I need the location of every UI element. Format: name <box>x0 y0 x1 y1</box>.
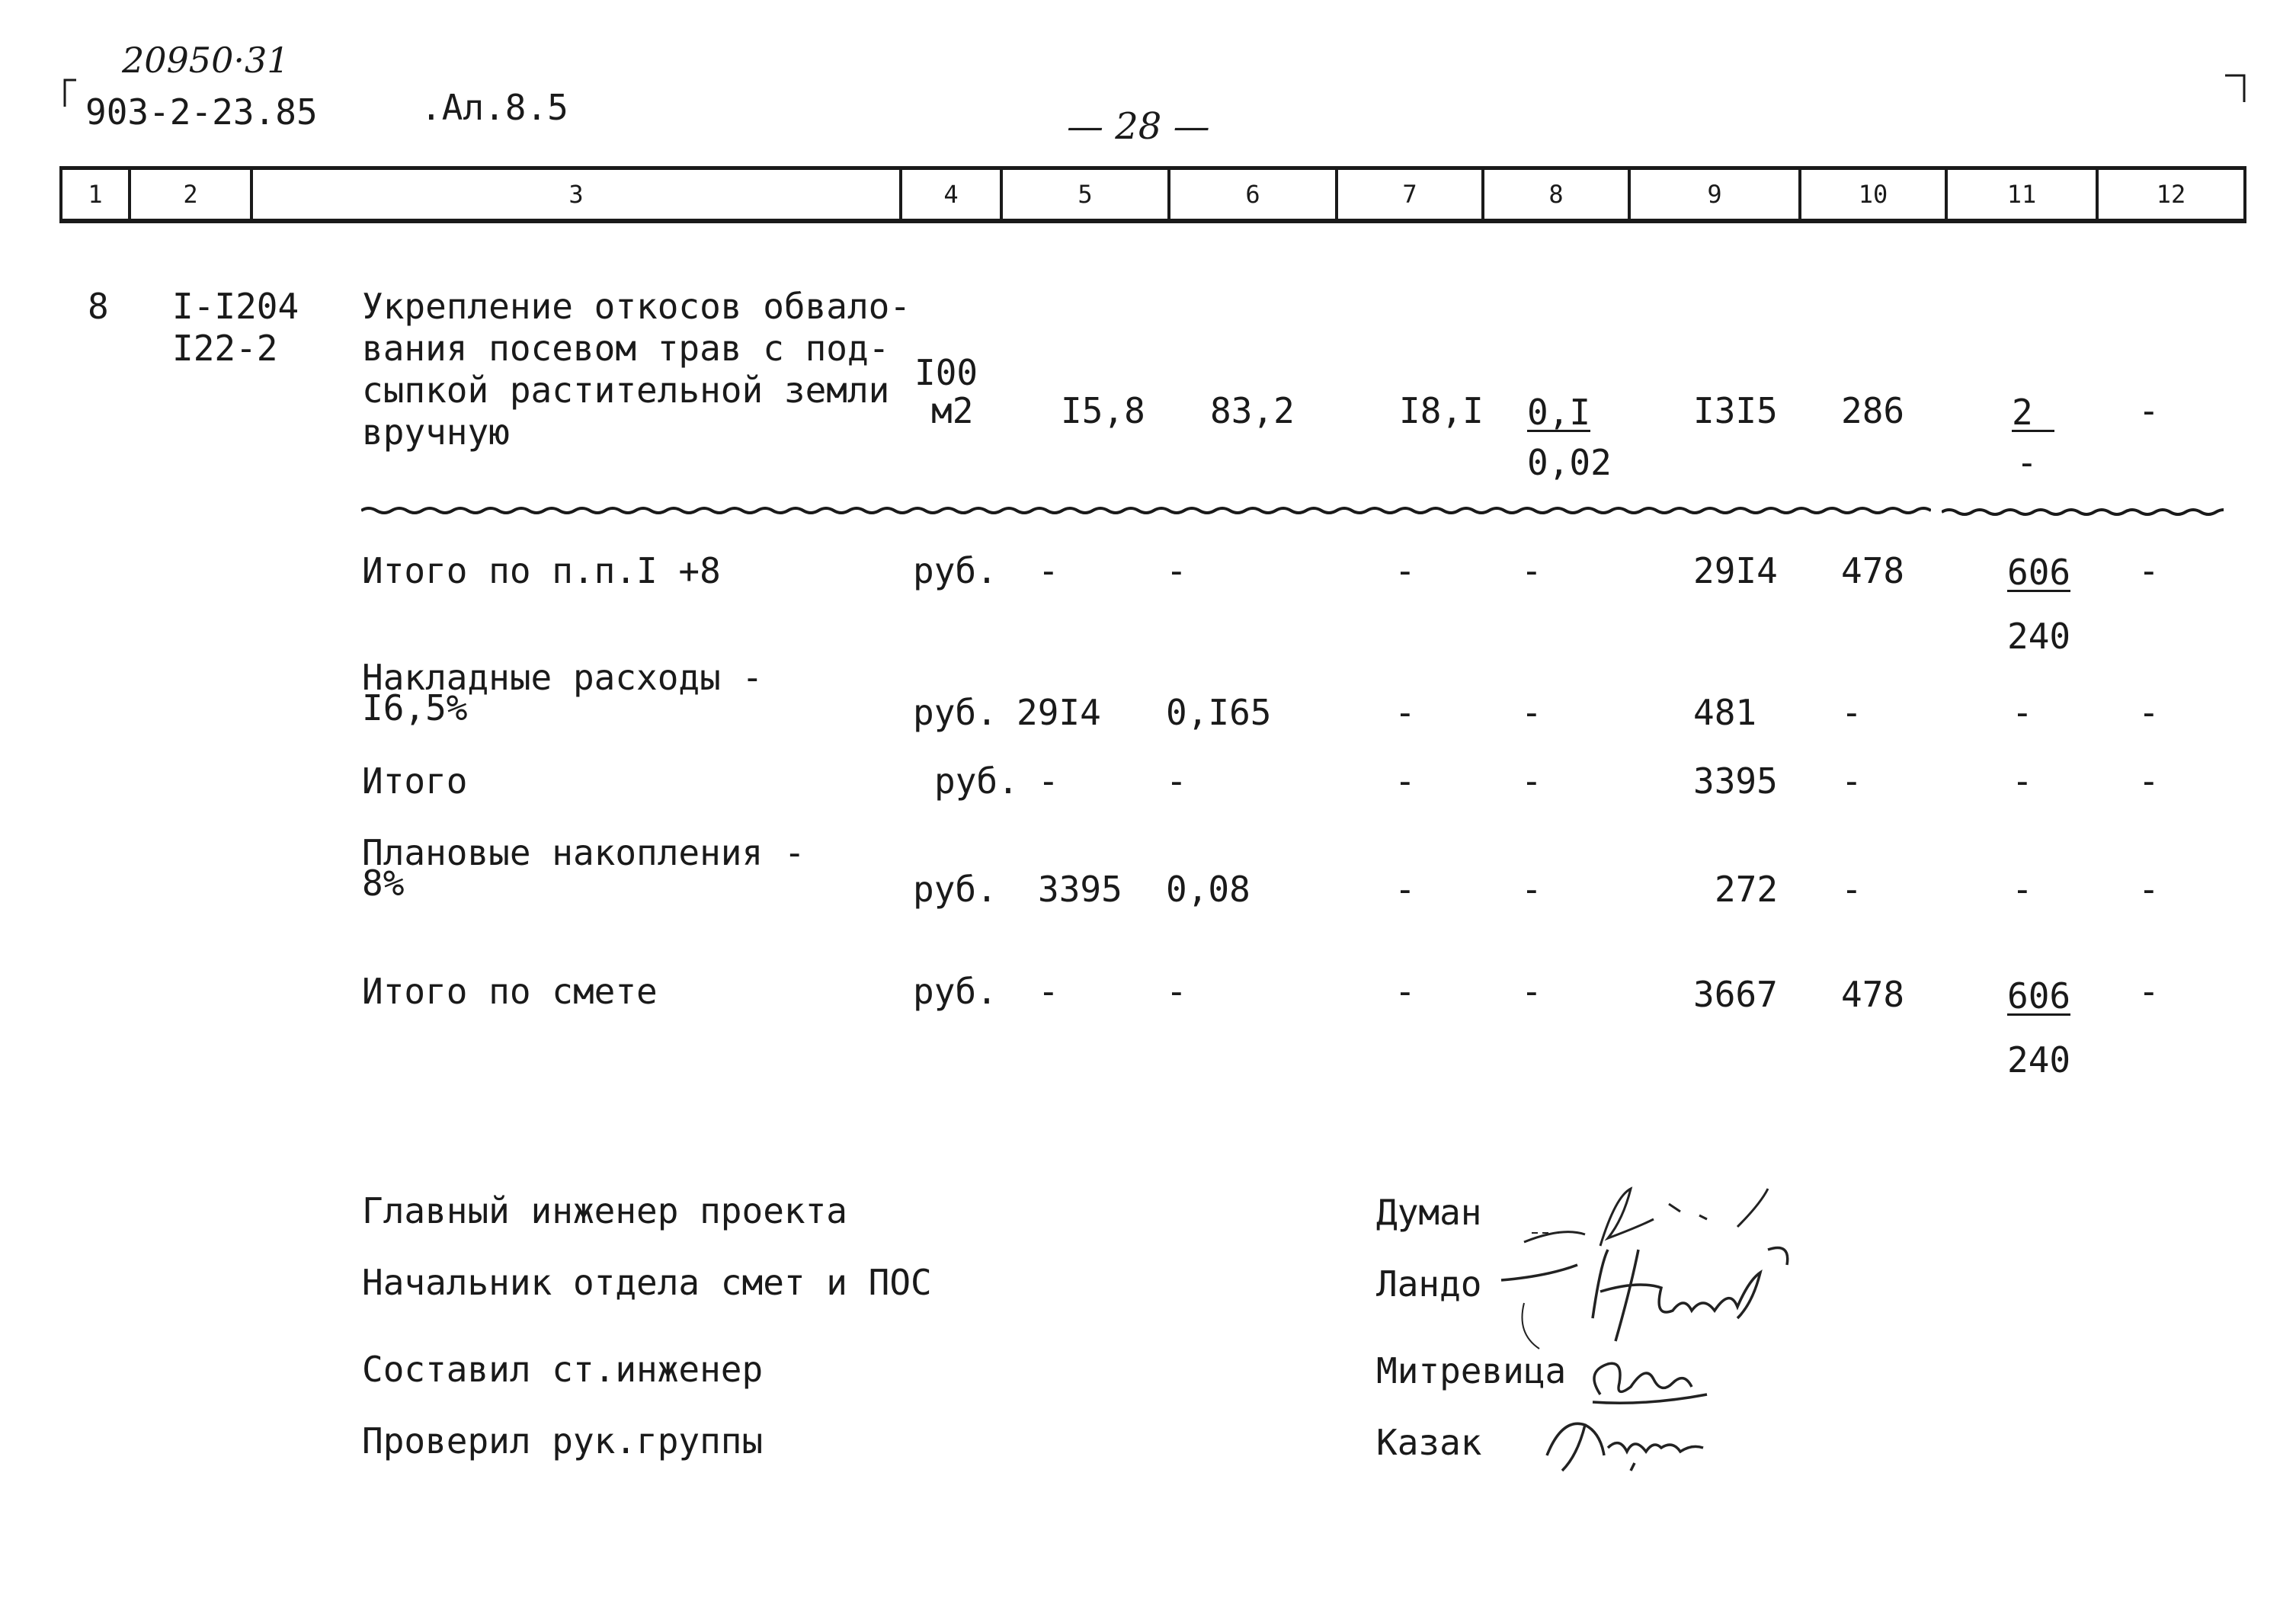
column-header-7: 7 <box>1335 170 1481 219</box>
total1-col10: 478 <box>1841 550 1905 591</box>
item-description-line4: вручную <box>362 411 510 453</box>
total2-col10: - <box>1841 692 1862 733</box>
total1-col7: - <box>1395 550 1416 591</box>
signature-name-mitrevitsa: Митревица <box>1376 1350 1567 1391</box>
total1-unit: руб. <box>913 550 997 591</box>
item-col10: 286 <box>1841 390 1905 431</box>
total4-col8: - <box>1521 869 1542 910</box>
section-divider-left <box>361 504 1931 517</box>
total5-col10: 478 <box>1841 974 1905 1015</box>
total1-col8: - <box>1521 550 1542 591</box>
total4-label: Плановые накопления - <box>362 832 805 873</box>
signature-name-lando: Ландо <box>1376 1263 1482 1305</box>
column-header-row <box>59 166 2246 223</box>
total3-col12: - <box>2138 760 2160 802</box>
column-header-9: 9 <box>1628 170 1798 219</box>
total5-col12: - <box>2138 971 2160 1012</box>
column-header-2: 2 <box>128 170 250 219</box>
total5-col7: - <box>1395 971 1416 1012</box>
corner-mark-left <box>62 78 78 108</box>
total2-unit: руб. <box>913 692 997 733</box>
total2-col5: 29I4 <box>1017 692 1101 733</box>
total4-label-line2: 8% <box>362 863 405 904</box>
total1-col5: - <box>1038 550 1059 591</box>
item-quantity: I5,8 <box>1061 390 1145 431</box>
total2-label: Накладные расходы - <box>362 657 764 698</box>
total3-col7: - <box>1395 760 1416 802</box>
item-code-line1: I-I204 <box>172 286 299 327</box>
total3-col11: - <box>2012 760 2033 802</box>
item-col7: I8,I <box>1399 390 1484 431</box>
total3-label: Итого <box>362 760 468 802</box>
total4-col9: 272 <box>1715 869 1779 910</box>
signature-role-head-of-department: Начальник отдела смет и ПОС <box>362 1262 932 1303</box>
total2-label-line2: I6,5% <box>362 687 468 728</box>
total4-col10: - <box>1841 869 1862 910</box>
total5-col8: - <box>1521 971 1542 1012</box>
total4-col11: - <box>2012 869 2033 910</box>
total1-col11-bottom: 240 <box>2007 616 2071 657</box>
column-header-11: 11 <box>1945 170 2096 219</box>
total2-col9: 481 <box>1693 692 1757 733</box>
total2-col8: - <box>1521 692 1542 733</box>
item-col11-top-value: 2 <box>2012 395 2054 432</box>
column-header-6: 6 <box>1167 170 1335 219</box>
total5-label: Итого по смете <box>362 971 658 1012</box>
item-col8-bottom: 0,02 <box>1527 442 1612 483</box>
item-col11-bottom: - <box>2016 442 2038 483</box>
total5-col6: - <box>1166 971 1187 1012</box>
item-col8-top <box>1527 390 1590 434</box>
total3-col6: - <box>1166 760 1187 802</box>
total2-col11: - <box>2012 692 2033 733</box>
page-number: — 28 — <box>1067 105 1210 148</box>
corner-mark-right <box>2224 73 2246 104</box>
total5-unit: руб. <box>913 971 997 1012</box>
handwritten-signature-kazak <box>1532 1402 1730 1486</box>
total1-col12: - <box>2138 550 2160 591</box>
item-col9: I3I5 <box>1693 390 1778 431</box>
album-reference: .Ал.8.5 <box>421 87 568 128</box>
signature-role-compiled-by: Составил ст.инженер <box>362 1349 764 1390</box>
total2-col6: 0,I65 <box>1166 692 1272 733</box>
total4-col7: - <box>1395 869 1416 910</box>
signature-role-chief-engineer: Главный инженер проекта <box>362 1190 847 1231</box>
total3-col5: - <box>1038 760 1059 802</box>
signature-role-checked-by: Проверил рук.группы <box>362 1420 764 1462</box>
signature-name-kazak: Казак <box>1376 1422 1482 1463</box>
column-header-12: 12 <box>2096 170 2246 219</box>
item-position: 8 <box>88 286 109 327</box>
total5-col11-top <box>2007 974 2070 1018</box>
column-header-3: 3 <box>250 170 899 219</box>
section-divider-right <box>1942 506 2224 518</box>
total4-col12: - <box>2138 869 2160 910</box>
total2-col7: - <box>1395 692 1416 733</box>
total1-col11-top <box>2007 550 2070 594</box>
total5-col9: 3667 <box>1693 974 1778 1015</box>
archive-number: 20950·31 <box>122 40 290 81</box>
column-header-10: 10 <box>1798 170 1945 219</box>
total4-col6: 0,08 <box>1166 869 1250 910</box>
item-unit-line2: м2 <box>931 390 974 431</box>
total3-col8: - <box>1521 760 1542 802</box>
total3-col10: - <box>1841 760 1862 802</box>
item-description-line2: вания посевом трав с под- <box>362 328 890 369</box>
item-unit-line1: I00 <box>914 352 978 393</box>
item-unit-price: 83,2 <box>1210 390 1295 431</box>
item-col11-top <box>2012 390 2054 434</box>
column-header-4: 4 <box>899 170 1000 219</box>
total2-col12: - <box>2138 692 2160 733</box>
total1-col11-top-value: 606 <box>2007 552 2071 593</box>
signature-name-duman: Думан <box>1376 1192 1482 1233</box>
total4-unit: руб. <box>913 869 997 910</box>
total5-col5: - <box>1038 971 1059 1012</box>
total4-col5: 3395 <box>1038 869 1122 910</box>
item-code-line2: I22-2 <box>172 328 278 369</box>
total1-col9: 29I4 <box>1693 550 1778 591</box>
total5-col11-top-value: 606 <box>2007 975 2071 1017</box>
item-description-line3: сыпкой растительной земли <box>362 370 890 411</box>
item-col8-top-value: 0,I <box>1527 392 1591 433</box>
column-header-8: 8 <box>1481 170 1628 219</box>
item-col12: - <box>2138 390 2160 431</box>
column-header-5: 5 <box>1000 170 1167 219</box>
column-header-1: 1 <box>59 170 128 219</box>
total3-col9: 3395 <box>1693 760 1778 802</box>
total1-col6: - <box>1166 550 1187 591</box>
total5-col11-bottom: 240 <box>2007 1039 2071 1081</box>
total3-unit: руб. <box>934 760 1019 802</box>
item-description-line1: Укрепление откосов обвало- <box>362 286 911 327</box>
total1-label: Итого по п.п.I +8 <box>362 550 721 591</box>
project-code: 903-2-23.85 <box>85 91 318 133</box>
